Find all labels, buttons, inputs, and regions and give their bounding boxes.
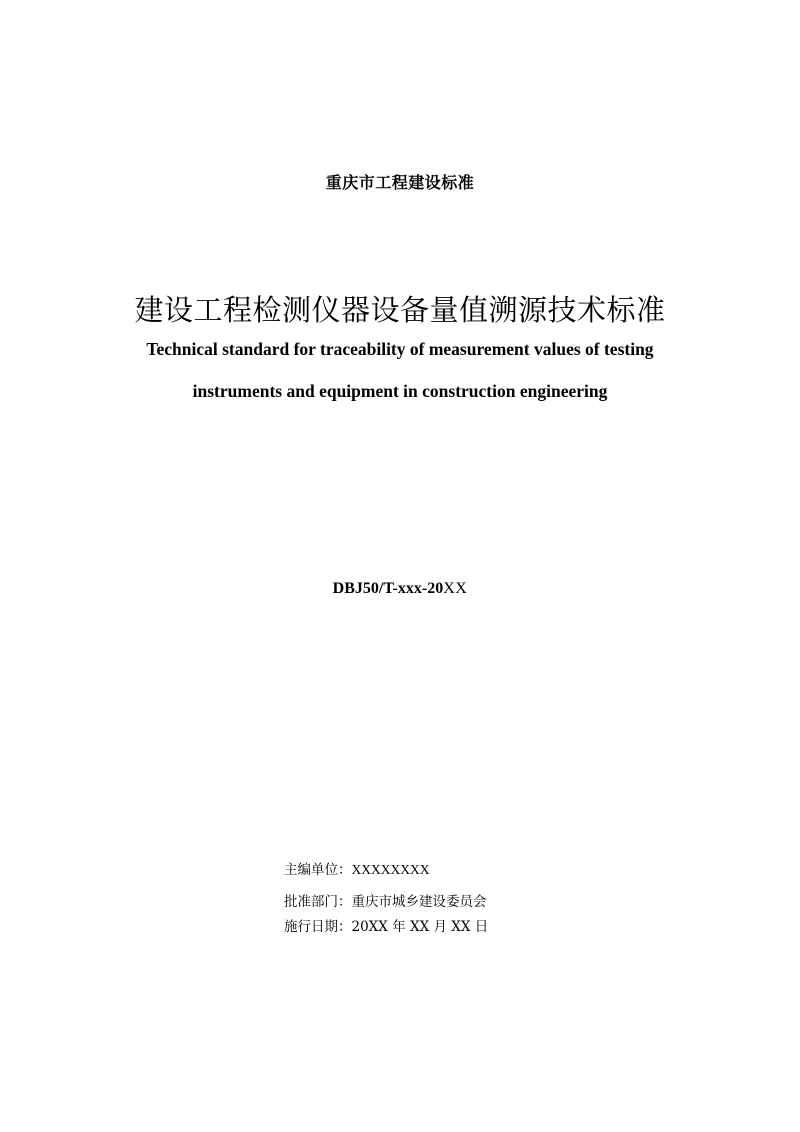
approving-department-label: 批准部门： [284,894,352,910]
document-title-english-line1: Technical standard for traceability of measurement values of testing [146,339,654,359]
chief-editor-value: XXXXXXXX [351,862,430,877]
approving-department [284,890,487,910]
document-title-english-line2: instruments and equipment in construction engineering [192,381,608,401]
approving-department-value: 重庆市城乡建设委员会 [351,894,487,910]
implementation-date [284,915,488,935]
chief-editor-unit [284,858,430,878]
standard-number [0,580,800,598]
standard-number-suffix: XX [443,580,468,597]
implementation-date-value: 20XX 年 XX 月 XX 日 [351,919,489,935]
chief-editor-label: 主编单位： [284,862,352,878]
standard-number-main: DBJ50/T-xxx-20 [332,580,444,597]
standard-series-heading: 重庆市工程建设标准 [325,173,475,192]
document-title-chinese: 建设工程检测仪器设备量值溯源技术标准 [134,293,666,327]
implementation-date-label: 施行日期： [284,919,352,935]
